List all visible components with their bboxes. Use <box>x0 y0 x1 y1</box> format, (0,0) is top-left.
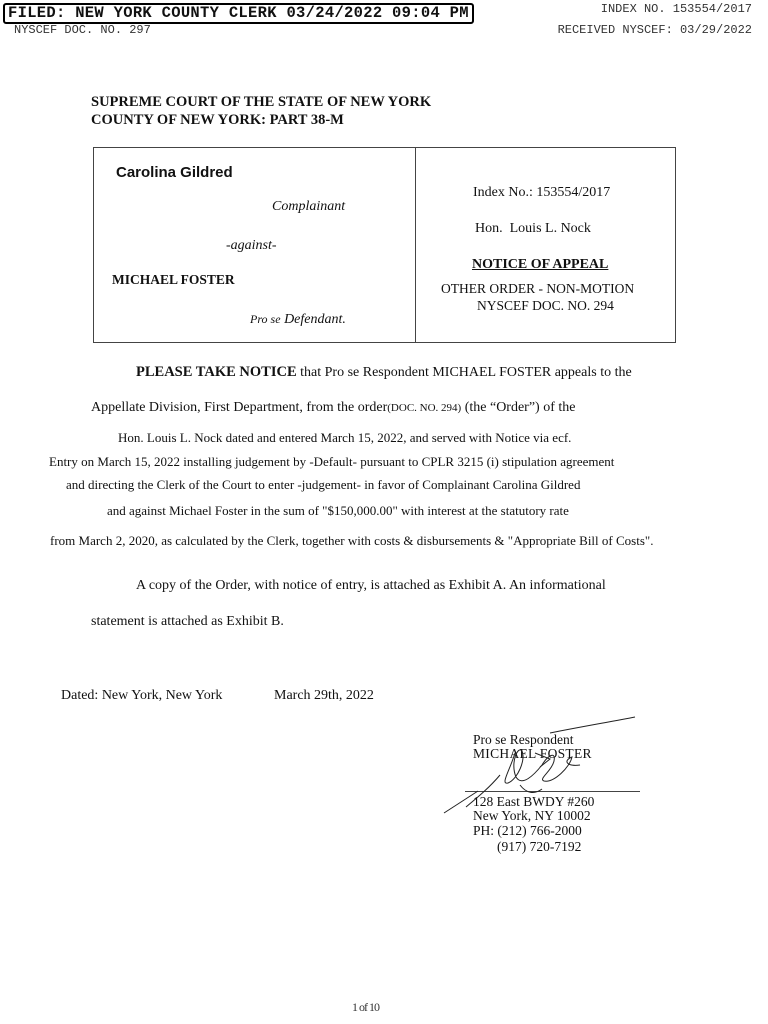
judge-field <box>475 221 591 237</box>
defendant-role-prefix: Pro se <box>250 312 281 326</box>
address-line-1: 128 East BWDY #260 <box>473 794 595 809</box>
phone-primary: PH: (212) 766-2000 <box>473 823 582 838</box>
dated-date: March 29th, 2022 <box>274 688 374 703</box>
notice-lead: PLEASE TAKE NOTICE <box>136 364 297 380</box>
nyscef-reference: NYSCEF DOC. NO. 294 <box>477 298 614 313</box>
notice-line-5: and directing the Clerk of the Court to enter -judgement- in favor of Complainant Carolina Gildred <box>66 477 581 492</box>
index-label: Index No.: <box>473 185 533 200</box>
notice-line-4: Entry on March 15, 2022 installing judgement by -Default- pursuant to CPLR 3215 (i) stipulation agreement <box>49 454 615 469</box>
index-field <box>473 185 610 201</box>
notice-line-6: and against Michael Foster in the sum of "$150,000.00" with interest at the statutory rate <box>107 503 569 518</box>
notice-line-1 <box>136 364 632 381</box>
index-value: 153554/2017 <box>536 185 611 200</box>
hon-label: Hon. <box>475 221 503 236</box>
received-date: RECEIVED NYSCEF: 03/29/2022 <box>557 23 752 37</box>
signer-name: MICHAEL FOSTER <box>473 746 592 761</box>
complainant-name: Carolina Gildred <box>116 164 233 181</box>
notice-line-1-end: appeals to the <box>554 365 632 380</box>
caption-divider <box>415 147 416 343</box>
against-label: -against- <box>226 238 277 253</box>
exhibit-line-1: A copy of the Order, with notice of entry, is attached as Exhibit A. An informational <box>136 578 606 593</box>
signer-role: Pro se Respondent <box>473 732 574 747</box>
defendant-role <box>250 312 346 328</box>
notice-title: NOTICE OF APPEAL <box>472 257 609 272</box>
address-line-2: New York, NY 10002 <box>473 808 591 823</box>
notice-line-3: Hon. Louis L. Nock dated and entered March 15, 2022, and served with Notice via ecf. <box>118 430 572 445</box>
court-name: SUPREME COURT OF THE STATE OF NEW YORK <box>91 94 432 110</box>
court-county-part: COUNTY OF NEW YORK: PART 38-M <box>91 112 344 128</box>
order-type: OTHER ORDER - NON-MOTION <box>441 281 635 296</box>
complainant-role: Complainant <box>272 199 346 214</box>
nyscef-doc-number: NYSCEF DOC. NO. 297 <box>14 23 151 37</box>
notice-line-7: from March 2, 2020, as calculated by the Clerk, together with costs & disbursements & "Appropriate Bill of Costs". <box>50 533 654 548</box>
order-doc-ref: (DOC. NO. 294) <box>387 402 462 414</box>
defendant-role-label: Defendant. <box>284 312 346 327</box>
notice-line-2 <box>91 400 576 416</box>
notice-line-2-b: (the “Order”) of the <box>464 400 576 415</box>
notice-line-2-a: Appellate Division, First Department, from the order <box>91 400 388 415</box>
index-number: INDEX NO. 153554/2017 <box>600 2 752 16</box>
phone-secondary: (917) 720-7192 <box>497 839 582 854</box>
page-number: 1 of 10 <box>352 1000 379 1014</box>
judge-name: Louis L. Nock <box>509 221 591 236</box>
notice-line-1-mid: that Pro se Respondent MICHAEL FOSTER <box>300 365 552 380</box>
exhibit-line-2: statement is attached as Exhibit B. <box>91 614 284 629</box>
defendant-name: MICHAEL FOSTER <box>112 272 235 287</box>
dated-location: Dated: New York, New York <box>61 688 223 703</box>
filed-stamp: FILED: NEW YORK COUNTY CLERK 03/24/2022 09:04 PM <box>3 3 474 24</box>
